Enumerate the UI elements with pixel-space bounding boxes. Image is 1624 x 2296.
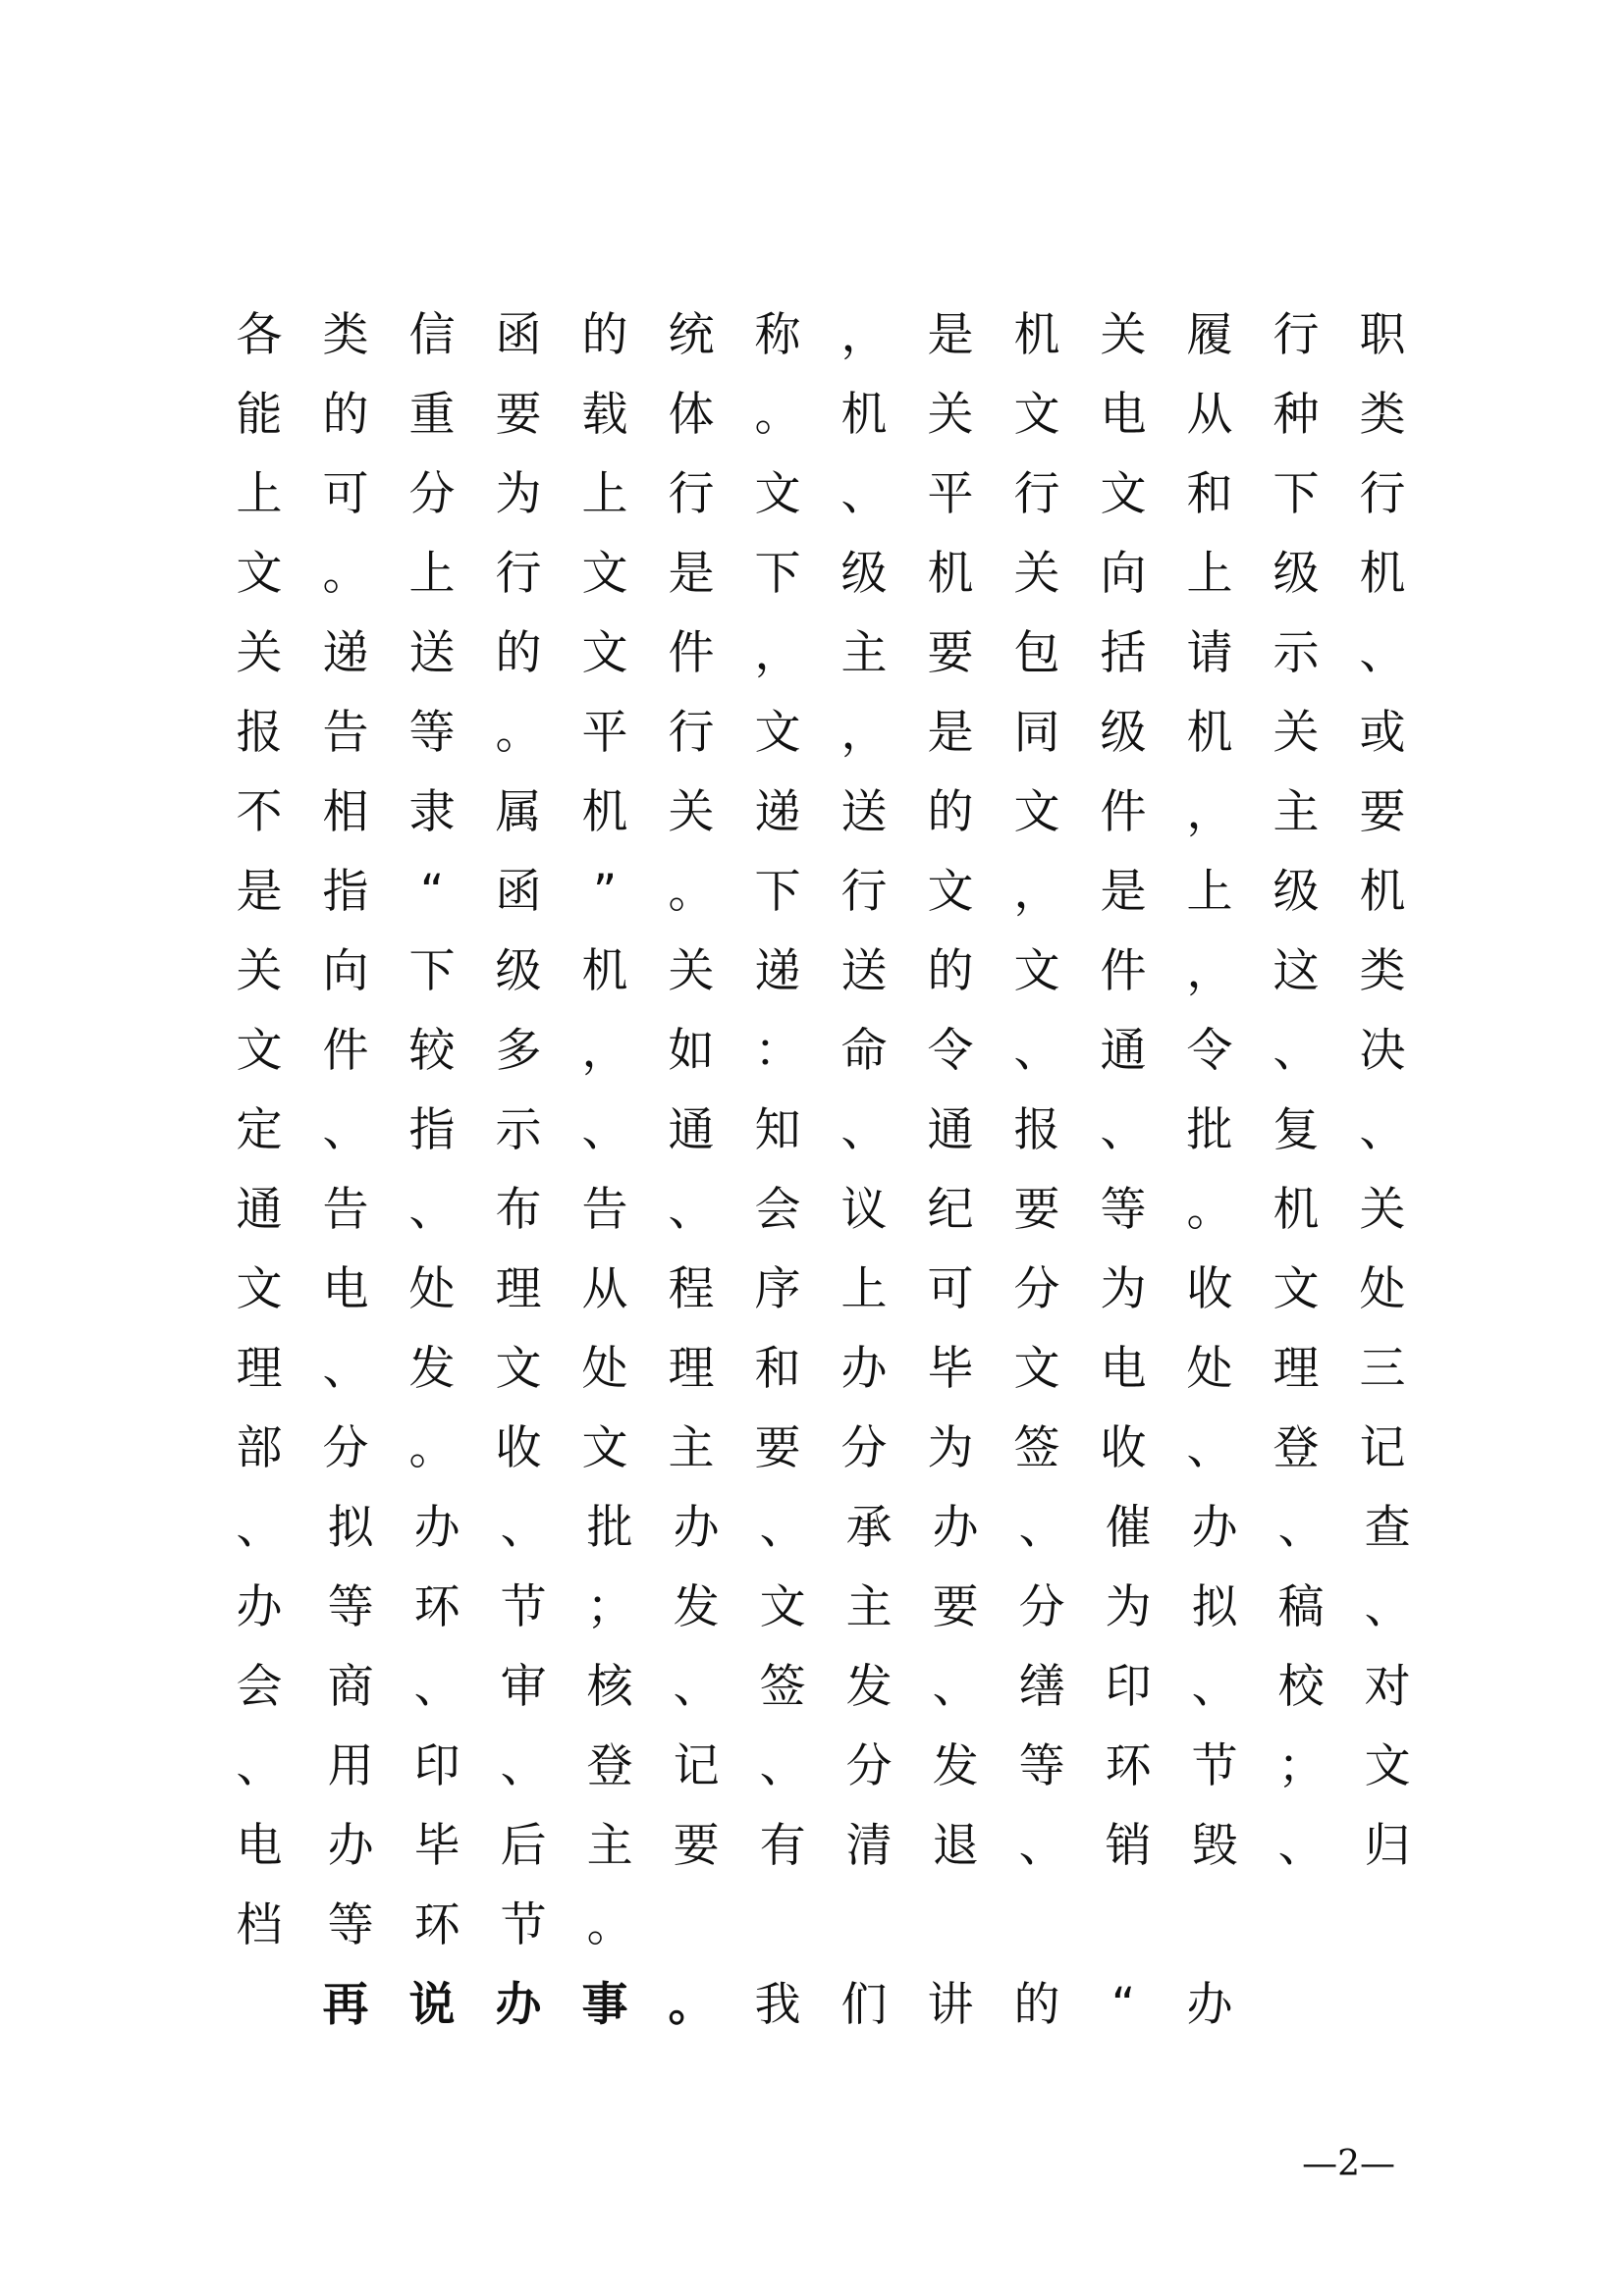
text-char: 较 [408, 1024, 456, 1078]
text-char: 核 [586, 1660, 633, 1714]
text-char: 、 [1359, 626, 1406, 680]
text-char: 、 [759, 1739, 806, 1793]
text-char: 记 [1359, 1421, 1406, 1475]
text-char: 的 [581, 308, 628, 362]
text-char: 、 [1277, 1819, 1325, 1873]
text-char: 是 [927, 308, 974, 362]
text-char: 关 [927, 388, 974, 442]
text-char: 种 [1272, 388, 1320, 442]
text-char: 分 [845, 1739, 893, 1793]
text-char: 节 [500, 1898, 547, 1952]
text-char: 下 [1272, 467, 1320, 521]
text-char: 。 [495, 706, 542, 760]
text-char: 发 [845, 1660, 893, 1714]
text-char: 、 [840, 467, 888, 521]
text-char: 机 [581, 785, 628, 839]
text-char: ， [1186, 785, 1233, 839]
text-char: 从 [1186, 388, 1233, 442]
text-char: 关 [1013, 547, 1060, 601]
text-char: 下 [408, 944, 456, 998]
text-char: 销 [1105, 1819, 1152, 1873]
text-char: 要 [673, 1819, 720, 1873]
text-char: 的 [927, 944, 974, 998]
text-char: 等 [1100, 1183, 1147, 1237]
text-char: 主 [668, 1421, 715, 1475]
text-char: 说 [408, 1978, 456, 2032]
text-char: 称 [754, 308, 801, 362]
text-char: 行 [668, 467, 715, 521]
text-char: 批 [586, 1501, 633, 1555]
text-char: 向 [1100, 547, 1147, 601]
text-char: 行 [1359, 467, 1406, 521]
text-char: 环 [1105, 1739, 1152, 1793]
text-char: 是 [1100, 865, 1147, 919]
text-char: 关 [668, 785, 715, 839]
text-char: 。 [754, 388, 801, 442]
text-char: 通 [1100, 1024, 1147, 1078]
text-char: 为 [927, 1421, 974, 1475]
text-char: 是 [236, 865, 283, 919]
text-char: 件 [1100, 944, 1147, 998]
text-char: 处 [1186, 1342, 1233, 1396]
text-char: 们 [840, 1978, 888, 2032]
text-char: 分 [840, 1421, 888, 1475]
paragraph-start-line [216, 1965, 1473, 2045]
text-char: 告 [322, 706, 369, 760]
text-char: 电 [322, 1262, 369, 1316]
text-char: 商 [327, 1660, 374, 1714]
text-char: 主 [586, 1819, 633, 1873]
text-char: 办 [495, 1978, 542, 2032]
text-char: 发 [408, 1342, 456, 1396]
text-char: 、 [322, 1342, 369, 1396]
text-char: 行 [840, 865, 888, 919]
text-char: 同 [1013, 706, 1060, 760]
text-char: 会 [236, 1660, 283, 1714]
text-char: 上 [236, 467, 283, 521]
text-char: 告 [322, 1183, 369, 1237]
text-char: 示 [495, 1103, 542, 1157]
text-char: ： [754, 1024, 801, 1078]
text-char: 等 [327, 1580, 374, 1634]
text-char: 登 [1272, 1421, 1320, 1475]
text-char: 布 [495, 1183, 542, 1237]
text-char: 为 [1105, 1580, 1152, 1634]
text-char: 对 [1364, 1660, 1411, 1714]
text-char: 不 [236, 785, 283, 839]
text-char: 文 [236, 1262, 283, 1316]
text-char: 毕 [413, 1819, 460, 1873]
text-char: 、 [1359, 1103, 1406, 1157]
text-char: 括 [1100, 626, 1147, 680]
text-char: 件 [322, 1024, 369, 1078]
text-char: 电 [1100, 388, 1147, 442]
text-char: 机 [1272, 1183, 1320, 1237]
text-char: 为 [1100, 1262, 1147, 1316]
text-char: 。 [586, 1898, 633, 1952]
text-char: 有 [759, 1819, 806, 1873]
text-char: 统 [668, 308, 715, 362]
text-char: 文 [1013, 944, 1060, 998]
text-char: 和 [1186, 467, 1233, 521]
text-char: 办 [840, 1342, 888, 1396]
text-char: 递 [754, 785, 801, 839]
text-char: 查 [1364, 1501, 1411, 1555]
text-char: 理 [668, 1342, 715, 1396]
text-char: 行 [495, 547, 542, 601]
text-char: 体 [668, 388, 715, 442]
text-char: 理 [236, 1342, 283, 1396]
text-char: 下 [754, 547, 801, 601]
text-char: 。 [1186, 1183, 1233, 1237]
text-char: 指 [408, 1103, 456, 1157]
text-char: ， [1186, 944, 1233, 998]
text-char: 收 [1186, 1262, 1233, 1316]
text-char: 的 [927, 785, 974, 839]
text-char: 收 [495, 1421, 542, 1475]
text-char: 可 [322, 467, 369, 521]
text-char: 机 [1186, 706, 1233, 760]
text-char: 向 [322, 944, 369, 998]
text-char: 包 [1013, 626, 1060, 680]
text-char: 、 [581, 1103, 628, 1157]
text-char: 是 [668, 547, 715, 601]
text-char: 机 [1013, 308, 1060, 362]
text-char: 等 [408, 706, 456, 760]
text-char: 档 [236, 1898, 283, 1952]
text-char: 函 [495, 865, 542, 919]
text-char: 文 [1013, 1342, 1060, 1396]
text-char: 、 [1018, 1819, 1065, 1873]
text-char: 会 [754, 1183, 801, 1237]
text-char: 递 [754, 944, 801, 998]
text-char: 关 [668, 944, 715, 998]
text-char: 事 [581, 1978, 628, 2032]
text-char: 。 [668, 865, 715, 919]
text-char: 议 [840, 1183, 888, 1237]
text-char: 送 [840, 944, 888, 998]
text-char: 校 [1277, 1660, 1325, 1714]
text-char: 请 [1186, 626, 1233, 680]
text-char: 属 [495, 785, 542, 839]
text-char: 机 [1359, 547, 1406, 601]
text-char: 信 [408, 308, 456, 362]
text-char: 签 [759, 1660, 806, 1714]
text-char: 机 [1359, 865, 1406, 919]
text-char: 节 [1191, 1739, 1238, 1793]
text-char: 告 [581, 1183, 628, 1237]
text-char: 部 [236, 1421, 283, 1475]
text-char: 退 [932, 1819, 979, 1873]
text-char: 从 [581, 1262, 628, 1316]
text-char: 、 [1191, 1660, 1238, 1714]
text-char: 报 [236, 706, 283, 760]
text-char: “ [1110, 1978, 1136, 2032]
text-char: 电 [236, 1819, 283, 1873]
text-char: 处 [1359, 1262, 1406, 1316]
text-char: 办 [1191, 1501, 1238, 1555]
text-char: 承 [845, 1501, 893, 1555]
text-char: 要 [927, 626, 974, 680]
text-char: 件 [1100, 785, 1147, 839]
text-char: ， [840, 308, 888, 362]
text-char: 文 [236, 1024, 283, 1078]
text-char: ， [840, 706, 888, 760]
text-char: 、 [1364, 1580, 1411, 1634]
text-char: 的 [1013, 1978, 1060, 2032]
text-char: 分 [322, 1421, 369, 1475]
text-char: 处 [408, 1262, 456, 1316]
text-char: 上 [840, 1262, 888, 1316]
text-char: 理 [495, 1262, 542, 1316]
text-char: 毁 [1191, 1819, 1238, 1873]
text-char: 级 [495, 944, 542, 998]
text-char: 和 [754, 1342, 801, 1396]
text-char: 文 [759, 1580, 806, 1634]
text-char: 指 [322, 865, 369, 919]
text-char: 毕 [927, 1342, 974, 1396]
text-char: 复 [1272, 1103, 1320, 1157]
text-char: 印 [413, 1739, 460, 1793]
text-char: 要 [495, 388, 542, 442]
text-char: 文 [754, 706, 801, 760]
text-char: 办 [932, 1501, 979, 1555]
text-char: 讲 [927, 1978, 974, 2032]
text-char: 要 [1359, 785, 1406, 839]
text-char: 分 [408, 467, 456, 521]
text-char: 文 [1100, 467, 1147, 521]
text-char: 催 [1105, 1501, 1152, 1555]
text-char: 类 [1359, 388, 1406, 442]
text-char: 处 [581, 1342, 628, 1396]
text-char: 行 [668, 706, 715, 760]
text-char: 文 [1272, 1262, 1320, 1316]
text-char: 要 [932, 1580, 979, 1634]
text-char: 等 [1018, 1739, 1065, 1793]
text-char: 纪 [927, 1183, 974, 1237]
text-char: 分 [1013, 1262, 1060, 1316]
text-char: 履 [1186, 308, 1233, 362]
page-number: —2— [1302, 2144, 1395, 2184]
text-char: 平 [581, 706, 628, 760]
text-char: 。 [322, 547, 369, 601]
text-char: 行 [1272, 308, 1320, 362]
text-char: 关 [1272, 706, 1320, 760]
text-char: 拟 [1191, 1580, 1238, 1634]
text-char: 电 [1100, 1342, 1147, 1396]
text-char: 重 [408, 388, 456, 442]
text-char: 主 [840, 626, 888, 680]
text-char: 级 [840, 547, 888, 601]
text-char: 的 [322, 388, 369, 442]
text-char: 批 [1186, 1103, 1233, 1157]
text-char: 级 [1100, 706, 1147, 760]
text-char: 办 [236, 1580, 283, 1634]
text-char: ； [586, 1580, 633, 1634]
text-char: 、 [1100, 1103, 1147, 1157]
text-char: 如 [668, 1024, 715, 1078]
text-char: 的 [495, 626, 542, 680]
text-char: 令 [927, 1024, 974, 1078]
text-char: 办 [673, 1501, 720, 1555]
text-char: 上 [581, 467, 628, 521]
text-char: 、 [322, 1103, 369, 1157]
text-char: 发 [932, 1739, 979, 1793]
text-char: 节 [500, 1580, 547, 1634]
text-char: 记 [673, 1739, 720, 1793]
text-char: 类 [1359, 944, 1406, 998]
body-text [216, 295, 1473, 2045]
text-char: 、 [840, 1103, 888, 1157]
text-char: 、 [759, 1501, 806, 1555]
text-char: 、 [236, 1501, 283, 1555]
text-char: 令 [1186, 1024, 1233, 1078]
text-char: 、 [668, 1183, 715, 1237]
text-char: 三 [1359, 1342, 1406, 1396]
text-char: 办 [1186, 1978, 1233, 2032]
text-char: 各 [236, 308, 283, 362]
text-char: 上 [408, 547, 456, 601]
text-char: 文 [1013, 388, 1060, 442]
text-char: 文 [1013, 785, 1060, 839]
text-char: 相 [322, 785, 369, 839]
text-char: 、 [1186, 1421, 1233, 1475]
text-char: 、 [673, 1660, 720, 1714]
text-char: 、 [413, 1660, 460, 1714]
text-char: 等 [327, 1898, 374, 1952]
text-char: 、 [1013, 1024, 1060, 1078]
text-char: 办 [413, 1501, 460, 1555]
text-char: 、 [1018, 1501, 1065, 1555]
text-char: 函 [495, 308, 542, 362]
text-char: 机 [927, 547, 974, 601]
text-char: 示 [1272, 626, 1320, 680]
text-char: 理 [1272, 1342, 1320, 1396]
text-char: 机 [581, 944, 628, 998]
text-char: 要 [1013, 1183, 1060, 1237]
text-char: 环 [413, 1580, 460, 1634]
text-char: 、 [1277, 1501, 1325, 1555]
text-char: 文 [1364, 1739, 1411, 1793]
text-char: 机 [840, 388, 888, 442]
text-char: 平 [927, 467, 974, 521]
text-char: 、 [500, 1501, 547, 1555]
text-char: 可 [927, 1262, 974, 1316]
text-char: 是 [927, 706, 974, 760]
text-char: 主 [1272, 785, 1320, 839]
text-char: 我 [754, 1978, 801, 2032]
text-char: 决 [1359, 1024, 1406, 1078]
text-char: 文 [236, 547, 283, 601]
text-char: ” [592, 865, 618, 919]
text-char: 要 [754, 1421, 801, 1475]
text-char: 能 [236, 388, 283, 442]
text-char: 再 [322, 1978, 369, 2032]
text-char: 通 [668, 1103, 715, 1157]
text-char: 文 [754, 467, 801, 521]
text-char: 报 [1013, 1103, 1060, 1157]
text-char: 知 [754, 1103, 801, 1157]
text-char: 关 [1100, 308, 1147, 362]
text-char: 这 [1272, 944, 1320, 998]
text-char: 行 [1013, 467, 1060, 521]
text-char: 环 [413, 1898, 460, 1952]
text-char: 登 [586, 1739, 633, 1793]
text-char: 稿 [1277, 1580, 1325, 1634]
text-char: 清 [845, 1819, 893, 1873]
text-char: 归 [1364, 1819, 1411, 1873]
text-char: 或 [1359, 706, 1406, 760]
text-char: 为 [495, 467, 542, 521]
text-char: 职 [1359, 308, 1406, 362]
text-char: 关 [236, 944, 283, 998]
text-char: 送 [408, 626, 456, 680]
text-char: 后 [500, 1819, 547, 1873]
text-char: 上 [1186, 547, 1233, 601]
text-char: 通 [927, 1103, 974, 1157]
text-char: 文 [495, 1342, 542, 1396]
text-char: 隶 [408, 785, 456, 839]
text-char: ， [1013, 865, 1060, 919]
text-char: 送 [840, 785, 888, 839]
text-char: 文 [581, 1421, 628, 1475]
text-char: 。 [408, 1421, 456, 1475]
text-char: 程 [668, 1262, 715, 1316]
text-char: “ [419, 865, 445, 919]
text-char: 用 [327, 1739, 374, 1793]
text-char: ， [581, 1024, 628, 1078]
text-char: 印 [1105, 1660, 1152, 1714]
text-char: 文 [581, 626, 628, 680]
text-char: 分 [1018, 1580, 1065, 1634]
text-char: 发 [673, 1580, 720, 1634]
text-char: 类 [322, 308, 369, 362]
text-char: 关 [236, 626, 283, 680]
text-char: 级 [1272, 865, 1320, 919]
text-char: 载 [581, 388, 628, 442]
text-char: ； [1277, 1739, 1325, 1793]
text-char: 、 [500, 1739, 547, 1793]
text-char: 拟 [327, 1501, 374, 1555]
text-char: 级 [1272, 547, 1320, 601]
text-char: 递 [322, 626, 369, 680]
text-char: 序 [754, 1262, 801, 1316]
text-char: 、 [236, 1739, 283, 1793]
text-char: 上 [1186, 865, 1233, 919]
text-char: 、 [1272, 1024, 1320, 1078]
text-char: 文 [927, 865, 974, 919]
text-char: 多 [495, 1024, 542, 1078]
text-char: 下 [754, 865, 801, 919]
text-char: ， [754, 626, 801, 680]
text-char: 文 [581, 547, 628, 601]
text-char: 办 [327, 1819, 374, 1873]
text-char: 审 [500, 1660, 547, 1714]
text-char: 。 [668, 1978, 715, 2032]
text-char: 签 [1013, 1421, 1060, 1475]
text-char: 缮 [1018, 1660, 1065, 1714]
text-char: 通 [236, 1183, 283, 1237]
text-char: 关 [1359, 1183, 1406, 1237]
text-char: 定 [236, 1103, 283, 1157]
text-char: 命 [840, 1024, 888, 1078]
text-char: 主 [845, 1580, 893, 1634]
text-char: 、 [408, 1183, 456, 1237]
text-char: 、 [932, 1660, 979, 1714]
text-char: 收 [1100, 1421, 1147, 1475]
text-char: 件 [668, 626, 715, 680]
